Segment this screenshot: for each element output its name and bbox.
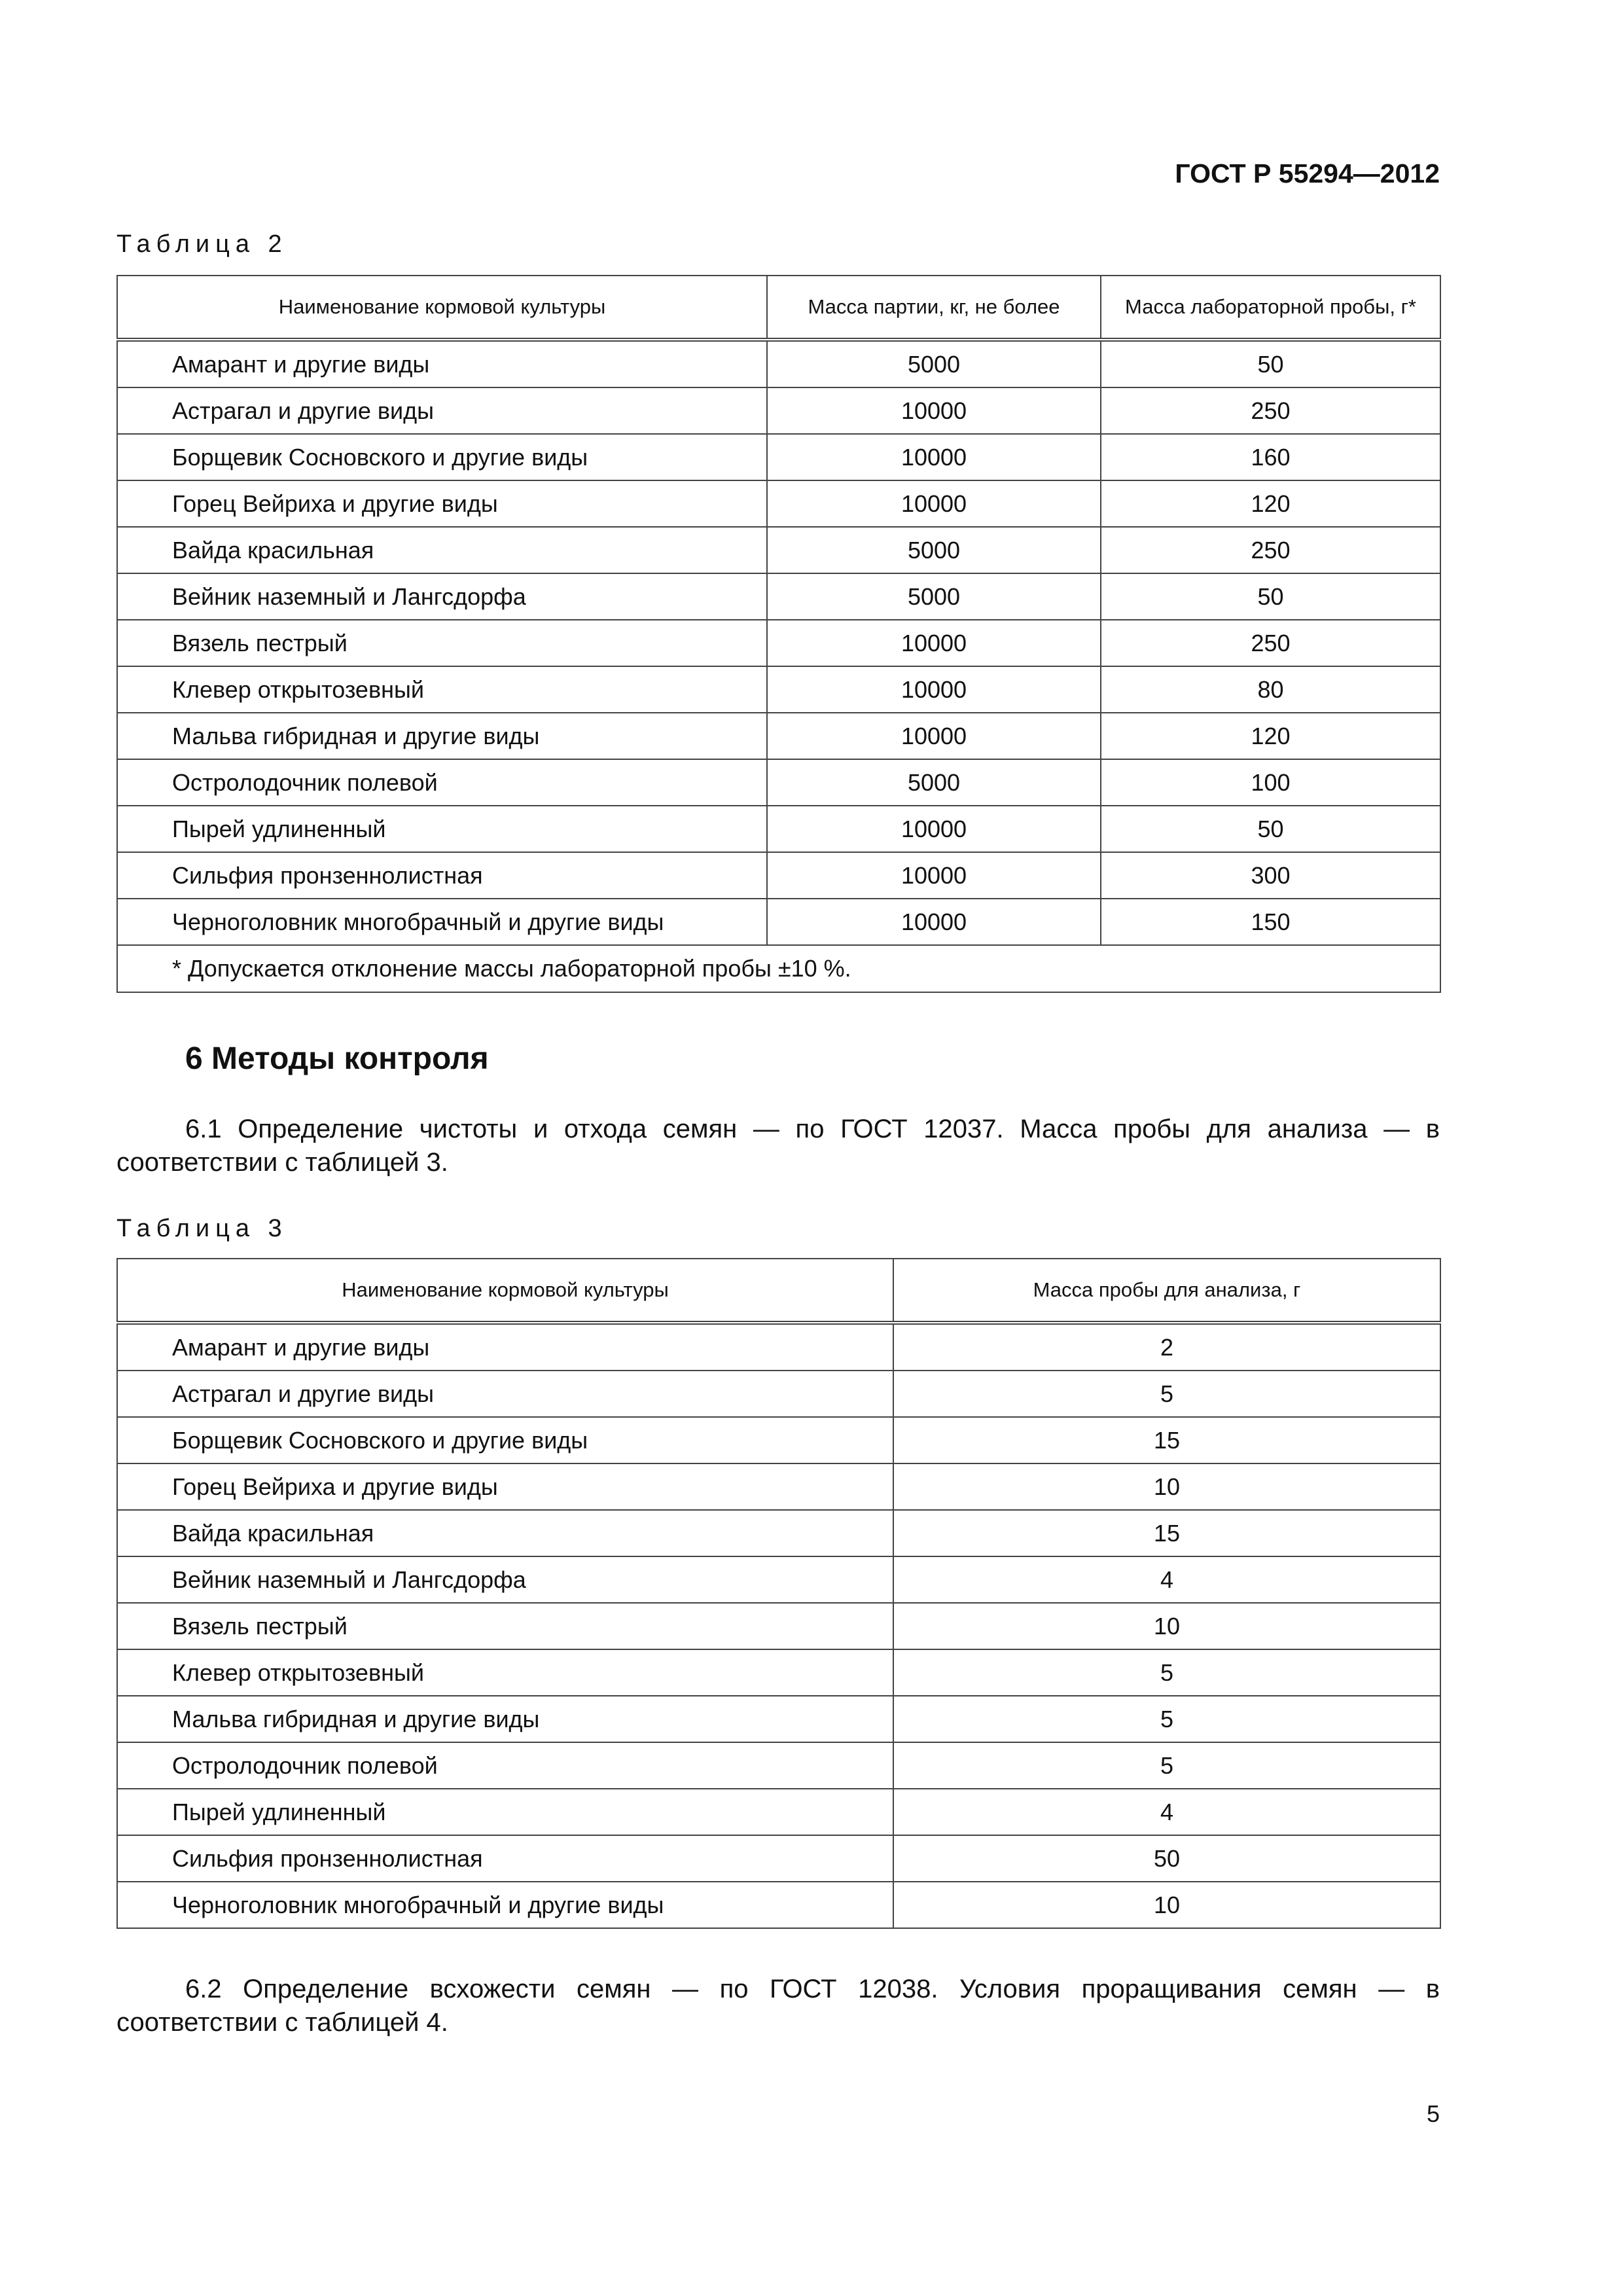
batch-mass-cell: 5000 [767, 527, 1101, 573]
batch-mass-cell: 5000 [767, 340, 1101, 387]
crop-name-cell: Вязель пестрый [117, 1603, 893, 1649]
lab-sample-mass-cell: 300 [1101, 852, 1440, 899]
table-row [117, 1510, 1440, 1556]
lab-sample-mass-cell: 250 [1101, 387, 1440, 434]
paragraph-6-2: 6.2 Определение всхожести семян — по ГОСТ 12038. Условия проращивания семян — в соответствии с таблицей 4. [116, 1975, 1440, 2037]
batch-mass-cell: 5000 [767, 573, 1101, 620]
table-row [117, 1696, 1440, 1742]
analysis-sample-mass-cell: 5 [893, 1696, 1440, 1742]
table-row [117, 1603, 1440, 1649]
crop-name-cell: Горец Вейриха и другие виды [117, 1463, 893, 1510]
analysis-sample-mass-cell: 10 [893, 1882, 1440, 1928]
table3-header-crop: Наименование кормовой культуры [117, 1259, 893, 1323]
table3-body [117, 1323, 1440, 1928]
table2-header-row [117, 276, 1440, 340]
table-row [117, 1742, 1440, 1789]
table-row [117, 387, 1440, 434]
crop-name-cell: Пырей удлиненный [117, 806, 767, 852]
table-row [117, 1556, 1440, 1603]
analysis-sample-mass-cell: 5 [893, 1742, 1440, 1789]
crop-name-cell: Сильфия пронзеннолистная [117, 852, 767, 899]
table2-caption: Таблица 2 [116, 230, 288, 258]
crop-name-cell: Мальва гибридная и другие виды [117, 713, 767, 759]
table2 [116, 275, 1441, 993]
crop-name-cell: Мальва гибридная и другие виды [117, 1696, 893, 1742]
batch-mass-cell: 10000 [767, 387, 1101, 434]
table-row [117, 527, 1440, 573]
crop-name-cell: Вейник наземный и Лангсдорфа [117, 573, 767, 620]
crop-name-cell: Вайда красильная [117, 1510, 893, 1556]
crop-name-cell: Клевер открытозевный [117, 666, 767, 713]
table-row [117, 1649, 1440, 1696]
table-row [117, 434, 1440, 480]
table-row [117, 620, 1440, 666]
table-row [117, 759, 1440, 806]
lab-sample-mass-cell: 250 [1101, 527, 1440, 573]
analysis-sample-mass-cell: 15 [893, 1510, 1440, 1556]
table3-header-row [117, 1259, 1440, 1323]
table2-footnote: * Допускается отклонение массы лабораторной пробы ±10 %. [117, 945, 1440, 992]
table2-footnote-row [117, 945, 1440, 992]
lab-sample-mass-cell: 80 [1101, 666, 1440, 713]
crop-name-cell: Астрагал и другие виды [117, 387, 767, 434]
batch-mass-cell: 10000 [767, 806, 1101, 852]
crop-name-cell: Черноголовник многобрачный и другие виды [117, 899, 767, 945]
table-row [117, 1371, 1440, 1417]
lab-sample-mass-cell: 150 [1101, 899, 1440, 945]
batch-mass-cell: 10000 [767, 899, 1101, 945]
table3 [116, 1258, 1441, 1929]
crop-name-cell: Вязель пестрый [117, 620, 767, 666]
crop-name-cell: Остролодочник полевой [117, 1742, 893, 1789]
analysis-sample-mass-cell: 10 [893, 1463, 1440, 1510]
batch-mass-cell: 10000 [767, 620, 1101, 666]
analysis-sample-mass-cell: 5 [893, 1649, 1440, 1696]
table-row [117, 573, 1440, 620]
crop-name-cell: Пырей удлиненный [117, 1789, 893, 1835]
crop-name-cell: Горец Вейриха и другие виды [117, 480, 767, 527]
table-row [117, 340, 1440, 387]
crop-name-cell: Борщевик Сосновского и другие виды [117, 434, 767, 480]
table-row [117, 806, 1440, 852]
analysis-sample-mass-cell: 50 [893, 1835, 1440, 1882]
lab-sample-mass-cell: 250 [1101, 620, 1440, 666]
table2-header-crop: Наименование кормовой культуры [117, 276, 767, 340]
table-row [117, 1882, 1440, 1928]
batch-mass-cell: 10000 [767, 852, 1101, 899]
lab-sample-mass-cell: 50 [1101, 806, 1440, 852]
batch-mass-cell: 10000 [767, 434, 1101, 480]
table-row [117, 852, 1440, 899]
table-row [117, 1835, 1440, 1882]
lab-sample-mass-cell: 120 [1101, 713, 1440, 759]
batch-mass-cell: 10000 [767, 713, 1101, 759]
crop-name-cell: Сильфия пронзеннолистная [117, 1835, 893, 1882]
lab-sample-mass-cell: 160 [1101, 434, 1440, 480]
table3-caption: Таблица 3 [116, 1215, 288, 1242]
crop-name-cell: Борщевик Сосновского и другие виды [117, 1417, 893, 1463]
table-row [117, 713, 1440, 759]
table-row [117, 666, 1440, 713]
crop-name-cell: Амарант и другие виды [117, 340, 767, 387]
analysis-sample-mass-cell: 10 [893, 1603, 1440, 1649]
crop-name-cell: Вейник наземный и Лангсдорфа [117, 1556, 893, 1603]
section-6-heading: 6 Методы контроля [185, 1041, 489, 1076]
lab-sample-mass-cell: 120 [1101, 480, 1440, 527]
crop-name-cell: Амарант и другие виды [117, 1323, 893, 1371]
analysis-sample-mass-cell: 2 [893, 1323, 1440, 1371]
analysis-sample-mass-cell: 4 [893, 1556, 1440, 1603]
table2-header-lab-sample-mass: Масса лабораторной пробы, г* [1101, 276, 1440, 340]
batch-mass-cell: 10000 [767, 480, 1101, 527]
crop-name-cell: Черноголовник многобрачный и другие виды [117, 1882, 893, 1928]
analysis-sample-mass-cell: 5 [893, 1371, 1440, 1417]
paragraph-6-1: 6.1 Определение чистоты и отхода семян — по ГОСТ 12037. Масса пробы для анализа — в соответствии с таблицей 3. [116, 1115, 1440, 1177]
analysis-sample-mass-cell: 15 [893, 1417, 1440, 1463]
crop-name-cell: Вайда красильная [117, 527, 767, 573]
crop-name-cell: Астрагал и другие виды [117, 1371, 893, 1417]
table-row [117, 1323, 1440, 1371]
table3-header-analysis-sample-mass: Масса пробы для анализа, г [893, 1259, 1440, 1323]
lab-sample-mass-cell: 50 [1101, 340, 1440, 387]
table2-header-batch-mass: Масса партии, кг, не более [767, 276, 1101, 340]
document-code: ГОСТ Р 55294—2012 [1175, 158, 1440, 188]
crop-name-cell: Остролодочник полевой [117, 759, 767, 806]
table2-body [117, 340, 1440, 992]
lab-sample-mass-cell: 100 [1101, 759, 1440, 806]
crop-name-cell: Клевер открытозевный [117, 1649, 893, 1696]
batch-mass-cell: 5000 [767, 759, 1101, 806]
table-row [117, 1463, 1440, 1510]
batch-mass-cell: 10000 [767, 666, 1101, 713]
table-row [117, 899, 1440, 945]
table-row [117, 1789, 1440, 1835]
analysis-sample-mass-cell: 4 [893, 1789, 1440, 1835]
table-row [117, 1417, 1440, 1463]
table-row [117, 480, 1440, 527]
lab-sample-mass-cell: 50 [1101, 573, 1440, 620]
page-number: 5 [1426, 2100, 1440, 2127]
